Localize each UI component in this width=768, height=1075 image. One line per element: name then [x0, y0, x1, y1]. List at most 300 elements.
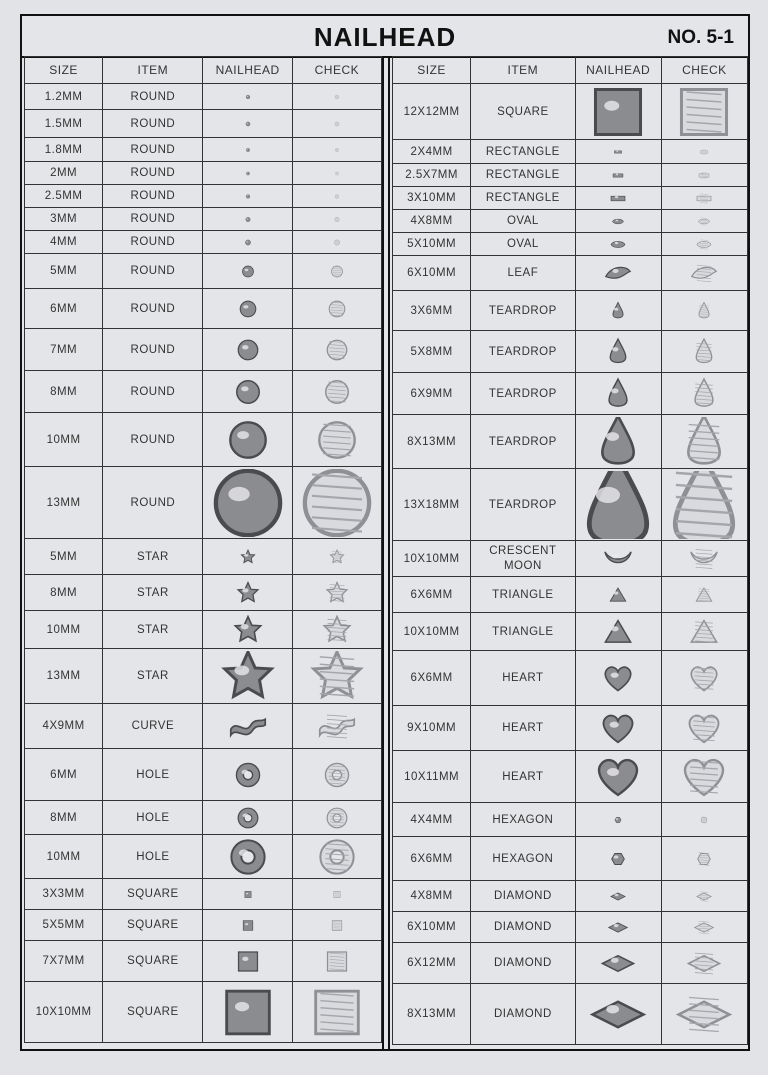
check-texture-line — [696, 553, 713, 554]
oval-nailhead-icon — [578, 235, 658, 254]
nailhead-cell — [203, 910, 292, 941]
size-cell: 5X8MM — [393, 331, 471, 373]
nailhead-highlight — [238, 849, 248, 856]
check-texture-line — [690, 997, 720, 999]
dot-check-mark — [335, 194, 339, 198]
nailhead-cell — [203, 138, 292, 162]
nailhead-highlight — [243, 305, 248, 308]
size-cell: 8X13MM — [393, 984, 471, 1045]
rect-nailhead-icon — [578, 189, 658, 208]
nailhead-highlight — [244, 268, 248, 270]
check-texture-line — [690, 1029, 720, 1031]
tear-check-icon — [664, 293, 744, 329]
nailhead-highlight — [614, 924, 619, 927]
catalog-sheet — [20, 14, 750, 1051]
item-cell: ROUND — [103, 208, 203, 231]
hexagon-nailhead-mark — [612, 853, 625, 864]
table-row — [393, 651, 748, 706]
curve-nailhead-icon — [208, 706, 288, 747]
nailhead-cell — [203, 289, 292, 329]
item-cell: SQUARE — [103, 941, 203, 982]
check-cell — [661, 912, 747, 943]
item-cell: TRIANGLE — [471, 613, 575, 651]
nailhead-cell — [203, 611, 292, 649]
check-cell — [661, 984, 747, 1045]
dot-check-icon — [297, 112, 377, 136]
nailhead-highlight — [234, 665, 249, 675]
check-texture-line — [700, 193, 708, 194]
nailhead-cell — [575, 164, 661, 187]
square-check-mark — [682, 89, 727, 134]
table-row — [393, 140, 748, 164]
triangle-nailhead-mark — [610, 588, 625, 601]
size-cell: 3X3MM — [25, 879, 103, 910]
check-cell — [292, 575, 381, 611]
nailhead-cell — [575, 210, 661, 233]
column-header-check: CHECK — [661, 57, 747, 84]
round-nailhead-icon — [208, 256, 288, 287]
table-row — [393, 233, 748, 256]
table-row — [25, 749, 382, 801]
round-check-mark — [329, 301, 345, 317]
size-cell: 4X8MM — [393, 210, 471, 233]
square-nailhead-icon — [208, 984, 288, 1041]
dot-nailhead-mark — [246, 194, 250, 198]
check-cell — [661, 291, 747, 331]
star-nailhead-icon — [208, 651, 288, 702]
dot-nailhead-icon — [208, 86, 288, 108]
size-cell: 6X12MM — [393, 943, 471, 984]
nailhead-cell — [203, 413, 292, 467]
nailhead-highlight — [616, 173, 618, 175]
size-cell: 3MM — [25, 208, 103, 231]
size-cell: 10X10MM — [393, 541, 471, 577]
nailhead-cell — [575, 187, 661, 210]
size-cell: 8X13MM — [393, 415, 471, 469]
item-cell: TEARDROP — [471, 331, 575, 373]
hole-nailhead-mark — [238, 808, 258, 828]
nailhead-cell — [575, 291, 661, 331]
heart-check-mark — [690, 715, 719, 742]
check-cell — [661, 577, 747, 613]
item-cell: SQUARE — [103, 910, 203, 941]
nailhead-cell — [575, 912, 661, 943]
size-cell: 2.5MM — [25, 185, 103, 208]
table-row — [393, 187, 748, 210]
item-cell: SQUARE — [103, 982, 203, 1043]
check-texture-line — [327, 715, 347, 716]
size-cell: 10MM — [25, 835, 103, 879]
check-cell — [661, 187, 747, 210]
nailhead-cell — [203, 539, 292, 575]
check-cell — [292, 801, 381, 835]
nailhead-cell — [575, 577, 661, 613]
star-nailhead-mark — [235, 616, 260, 640]
round-nailhead-mark — [230, 422, 265, 457]
table-row — [393, 291, 748, 331]
table-row — [25, 289, 382, 329]
diamond-check-icon — [664, 914, 744, 941]
table-row — [25, 162, 382, 185]
check-cell — [292, 649, 381, 704]
column-header-nailhead: NAILHEAD — [203, 57, 292, 84]
table-row — [25, 138, 382, 162]
check-cell — [292, 910, 381, 941]
check-cell — [661, 210, 747, 233]
nailhead-cell — [203, 749, 292, 801]
item-cell: HEART — [471, 651, 575, 706]
size-cell: 4MM — [25, 231, 103, 254]
check-texture-line — [700, 239, 708, 240]
check-cell — [292, 371, 381, 413]
round-nailhead-icon — [208, 415, 288, 465]
table-row — [393, 210, 748, 233]
column-header-nailhead: NAILHEAD — [575, 57, 661, 84]
diamond-nailhead-icon — [578, 945, 658, 982]
heart-nailhead-icon — [578, 708, 658, 749]
diamond-check-icon — [664, 986, 744, 1043]
check-cell — [292, 208, 381, 231]
square-nailhead-icon — [208, 943, 288, 980]
star-check-icon — [297, 541, 377, 573]
item-cell: TEARDROP — [471, 415, 575, 469]
size-cell: 10X10MM — [25, 982, 103, 1043]
table-row — [393, 84, 748, 140]
leaf-nailhead-icon — [578, 258, 658, 289]
nailhead-highlight — [611, 957, 619, 962]
square-check-icon — [297, 943, 377, 980]
hole-nailhead-mark — [231, 840, 264, 873]
nailhead-cell — [575, 803, 661, 837]
check-cell — [292, 231, 381, 254]
dot-nailhead-mark — [246, 171, 249, 174]
round-nailhead-mark — [242, 266, 253, 277]
hole-check-icon — [297, 751, 377, 799]
size-cell: 6MM — [25, 289, 103, 329]
column-header-check: CHECK — [292, 57, 381, 84]
leaf-check-icon — [664, 258, 744, 289]
rect-nailhead-icon — [578, 142, 658, 162]
nailhead-cell — [575, 256, 661, 291]
hexagon-nailhead-mark — [615, 817, 621, 823]
nailhead-highlight — [244, 553, 248, 556]
nailhead-cell — [203, 575, 292, 611]
nailhead-cell — [203, 371, 292, 413]
diamond-nailhead-icon — [578, 883, 658, 910]
nailhead-highlight — [606, 1004, 619, 1012]
dot-check-icon — [297, 210, 377, 229]
round-nailhead-icon — [208, 469, 288, 537]
hole-check-icon — [297, 837, 377, 877]
tear-nailhead-mark — [610, 339, 625, 363]
square-nailhead-icon — [208, 881, 288, 908]
size-cell: 5MM — [25, 254, 103, 289]
star-nailhead-icon — [208, 577, 288, 609]
oval-nailhead-mark — [611, 241, 625, 247]
title-row — [22, 16, 748, 58]
size-cell: 6X10MM — [393, 256, 471, 291]
hole-nailhead-icon — [208, 803, 288, 833]
nailhead-cell — [203, 110, 292, 138]
heart-nailhead-mark — [599, 760, 637, 795]
tear-check-icon — [664, 333, 744, 371]
square-nailhead-mark — [243, 920, 253, 930]
nailhead-cell — [203, 982, 292, 1043]
right-table-section — [392, 56, 748, 1051]
table-row — [393, 256, 748, 291]
check-cell — [661, 469, 747, 541]
item-cell: LEAF — [471, 256, 575, 291]
dot-nailhead-mark — [246, 95, 250, 99]
table-row — [25, 413, 382, 467]
nailhead-cell — [575, 943, 661, 984]
nailhead-cell — [203, 254, 292, 289]
triangle-check-mark — [697, 588, 712, 601]
nailhead-cell — [575, 140, 661, 164]
dot-check-mark — [335, 148, 338, 151]
square-check-mark — [327, 952, 346, 971]
check-cell — [292, 185, 381, 208]
item-cell: HOLE — [103, 801, 203, 835]
item-cell: HOLE — [103, 835, 203, 879]
size-cell: 7MM — [25, 329, 103, 371]
column-header-size: SIZE — [393, 57, 471, 84]
table-row — [25, 941, 382, 982]
dot-nailhead-mark — [245, 239, 250, 244]
table-row — [393, 541, 748, 577]
nailhead-highlight — [616, 818, 618, 820]
check-cell — [292, 254, 381, 289]
size-cell: 8MM — [25, 575, 103, 611]
nailhead-cell — [203, 231, 292, 254]
round-nailhead-icon — [208, 331, 288, 369]
check-cell — [292, 84, 381, 110]
nailhead-cell — [203, 704, 292, 749]
table-row — [25, 910, 382, 941]
dot-nailhead-icon — [208, 164, 288, 183]
nailhead-highlight — [242, 345, 248, 349]
check-cell — [661, 803, 747, 837]
round-nailhead-mark — [215, 470, 279, 534]
dot-check-icon — [297, 140, 377, 160]
check-cell — [292, 539, 381, 575]
item-cell: ROUND — [103, 467, 203, 539]
table-row — [393, 415, 748, 469]
check-texture-line — [327, 719, 347, 720]
size-cell: 10X11MM — [393, 751, 471, 803]
item-cell: DIAMOND — [471, 912, 575, 943]
oval-nailhead-mark — [613, 219, 624, 224]
item-cell: HEXAGON — [471, 803, 575, 837]
nailhead-cell — [575, 84, 661, 140]
tear-nailhead-mark — [589, 471, 646, 539]
table-row — [25, 801, 382, 835]
size-cell: 10MM — [25, 611, 103, 649]
tear-check-mark — [676, 471, 733, 539]
table-row — [393, 837, 748, 881]
heart-check-icon — [664, 708, 744, 749]
item-cell: ROUND — [103, 329, 203, 371]
round-check-icon — [297, 256, 377, 287]
nailhead-cell — [203, 649, 292, 704]
hexagon-check-icon — [664, 805, 744, 835]
hole-nailhead-mark — [236, 763, 259, 786]
item-cell: ROUND — [103, 413, 203, 467]
check-cell — [292, 879, 381, 910]
hole-check-mark — [320, 840, 353, 873]
nailhead-highlight — [612, 347, 618, 351]
item-cell: HOLE — [103, 749, 203, 801]
hexagon-nailhead-icon — [578, 805, 658, 835]
check-cell — [661, 415, 747, 469]
nailhead-cell — [575, 706, 661, 751]
nailhead-highlight — [613, 268, 619, 272]
item-cell: RECTANGLE — [471, 140, 575, 164]
size-cell: 4X4MM — [393, 803, 471, 837]
square-nailhead-icon — [208, 912, 288, 939]
dot-nailhead-mark — [245, 217, 249, 221]
square-check-icon — [297, 881, 377, 908]
nailhead-highlight — [242, 956, 248, 960]
triangle-check-icon — [664, 615, 744, 649]
round-check-icon — [297, 291, 377, 327]
nailhead-highlight — [616, 150, 618, 151]
nailhead-cell — [203, 185, 292, 208]
table-row — [25, 649, 382, 704]
table-row — [393, 751, 748, 803]
round-nailhead-icon — [208, 291, 288, 327]
round-check-mark — [331, 266, 342, 277]
tear-nailhead-icon — [578, 333, 658, 371]
oval-check-icon — [664, 212, 744, 231]
table-row — [393, 331, 748, 373]
check-cell — [292, 611, 381, 649]
rect-check-mark — [699, 173, 709, 176]
heart-nailhead-mark — [604, 715, 633, 742]
item-cell: ROUND — [103, 84, 203, 110]
item-cell: SQUARE — [103, 879, 203, 910]
size-cell: 13MM — [25, 467, 103, 539]
tear-check-icon — [664, 375, 744, 413]
round-check-icon — [297, 331, 377, 369]
size-cell: 9X10MM — [393, 706, 471, 751]
oval-check-icon — [664, 235, 744, 254]
tear-nailhead-icon — [578, 417, 658, 467]
square-check-mark — [334, 891, 340, 897]
nailhead-highlight — [611, 626, 619, 631]
table-row — [25, 982, 382, 1043]
size-cell: 6X6MM — [393, 577, 471, 613]
hexagon-check-icon — [664, 839, 744, 879]
nailhead-highlight — [242, 813, 248, 817]
dot-nailhead-icon — [208, 112, 288, 136]
check-cell — [292, 941, 381, 982]
item-cell: ROUND — [103, 289, 203, 329]
nailhead-cell — [575, 751, 661, 803]
heart-nailhead-icon — [578, 753, 658, 801]
size-cell: 3X6MM — [393, 291, 471, 331]
dot-check-icon — [297, 86, 377, 108]
item-cell: STAR — [103, 539, 203, 575]
hole-nailhead-icon — [208, 837, 288, 877]
heart-check-mark — [692, 667, 717, 690]
tear-nailhead-mark — [609, 379, 627, 406]
nailhead-highlight — [616, 219, 619, 221]
item-cell: CURVE — [103, 704, 203, 749]
check-texture-line — [700, 202, 708, 203]
nailhead-highlight — [615, 241, 618, 243]
nailhead-highlight — [612, 553, 619, 558]
table-row — [25, 467, 382, 539]
item-cell: HEART — [471, 751, 575, 803]
nailhead-highlight — [246, 892, 248, 893]
nailhead-highlight — [246, 195, 247, 196]
check-cell — [292, 289, 381, 329]
table-row — [393, 469, 748, 541]
left-nailhead-table — [24, 56, 382, 1043]
check-cell — [292, 749, 381, 801]
triangle-nailhead-mark — [605, 620, 630, 641]
header-row — [393, 57, 748, 84]
check-cell — [292, 413, 381, 467]
nailhead-cell — [203, 879, 292, 910]
nailhead-highlight — [604, 100, 619, 110]
check-cell — [661, 256, 747, 291]
dot-nailhead-mark — [246, 148, 249, 151]
check-cell — [661, 751, 747, 803]
heart-check-mark — [685, 760, 723, 795]
size-cell: 10X10MM — [393, 613, 471, 651]
nailhead-highlight — [246, 122, 247, 123]
table-row — [25, 110, 382, 138]
tear-check-icon — [664, 417, 744, 467]
nailhead-highlight — [615, 893, 619, 895]
round-nailhead-mark — [236, 380, 258, 402]
heart-check-icon — [664, 753, 744, 801]
check-cell — [292, 982, 381, 1043]
table-row — [393, 984, 748, 1045]
nailhead-cell — [575, 233, 661, 256]
table-row — [393, 943, 748, 984]
star-check-icon — [297, 651, 377, 702]
square-nailhead-mark — [226, 991, 269, 1034]
check-texture-line — [700, 891, 708, 892]
item-cell: TRIANGLE — [471, 577, 575, 613]
tear-check-mark — [689, 417, 720, 463]
item-cell: ROUND — [103, 138, 203, 162]
table-row — [25, 371, 382, 413]
check-cell — [292, 835, 381, 879]
dot-nailhead-mark — [246, 121, 250, 125]
dot-nailhead-icon — [208, 233, 288, 252]
check-texture-line — [697, 280, 711, 281]
column-divider — [382, 56, 384, 1051]
table-row — [25, 611, 382, 649]
size-cell: 7X7MM — [25, 941, 103, 982]
tear-nailhead-icon — [578, 293, 658, 329]
item-cell: DIAMOND — [471, 943, 575, 984]
nailhead-cell — [575, 469, 661, 541]
tear-nailhead-icon — [578, 375, 658, 413]
check-cell — [661, 233, 747, 256]
nailhead-cell — [203, 84, 292, 110]
check-cell — [661, 164, 747, 187]
nailhead-highlight — [607, 768, 619, 776]
check-cell — [661, 331, 747, 373]
nailhead-cell — [575, 651, 661, 706]
check-cell — [292, 704, 381, 749]
round-check-icon — [297, 415, 377, 465]
